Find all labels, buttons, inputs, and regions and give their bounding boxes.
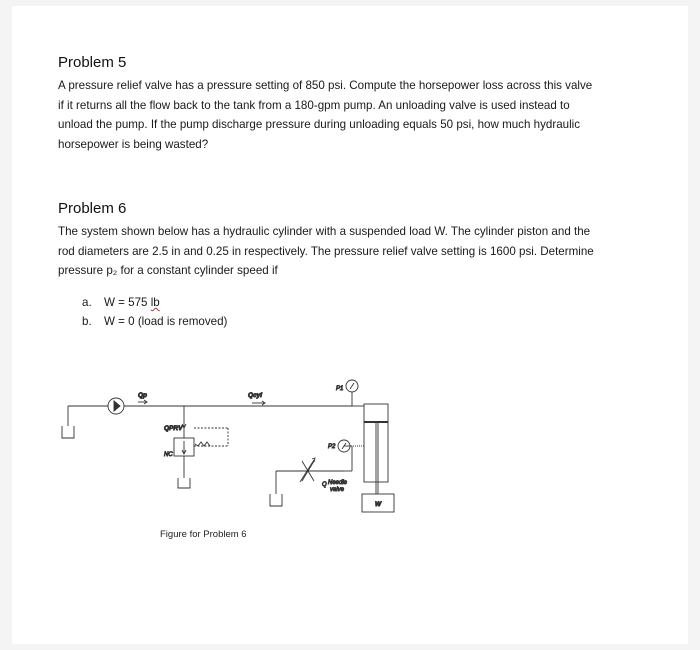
pump-icon: [108, 398, 124, 414]
problem-6-line: rod diameters are 2.5 in and 0.25 in respectively. The pressure relief valve setting is 1600 psi. Determine: [58, 244, 594, 258]
problem-5-line: unload the pump. If the pump discharge pressure during unloading equals 50 psi, how much hydraulic: [58, 118, 581, 131]
list-marker: b.: [82, 315, 92, 328]
figure-caption: Figure for Problem 6: [160, 529, 247, 540]
hydraulic-cylinder: [352, 404, 388, 494]
problem-5-line: horsepower is being wasted?: [58, 137, 209, 151]
label-needle-q: Q: [322, 482, 327, 488]
pressure-relief-valve: [174, 406, 228, 488]
needle-valve: [300, 458, 315, 482]
label-qp: Qp: [138, 392, 148, 399]
problem-6-cases: [82, 293, 227, 331]
label-needle: Needle: [328, 480, 348, 486]
reservoir-left: [62, 406, 108, 438]
list-marker: a.: [82, 296, 92, 309]
problem-6-line: The system shown below has a hydraulic cylinder with a suspended load W. The cylinder piston and the: [58, 225, 591, 238]
label-load: W: [375, 501, 382, 508]
problem-5-title: Problem 5: [58, 54, 127, 71]
label-qcyl: Qcyl: [248, 392, 263, 399]
problem-6-line: pressure p₂ for a constant cylinder speed if: [58, 264, 278, 277]
label-p1: P1: [336, 386, 344, 392]
label-nc: NC: [164, 452, 173, 458]
problem-5-line: A pressure relief valve has a pressure setting of 850 psi. Compute the horsepower loss across this valve: [58, 79, 593, 92]
list-text: W = 0 (load is removed): [104, 315, 228, 328]
label-p2: P2: [328, 444, 336, 450]
problem-6-text: [58, 222, 658, 281]
label-qprv: QPRV: [164, 425, 183, 432]
document-page: [12, 6, 688, 644]
unit-lb: lb: [150, 296, 160, 309]
problem-5-text: [58, 76, 658, 154]
problem-6-title: Problem 6: [58, 200, 127, 217]
label-valve: valve: [330, 487, 345, 493]
gauge-p1-icon: [346, 380, 358, 406]
list-item: [82, 293, 227, 312]
list-item: [82, 312, 227, 331]
problem-5-line: if it returns all the flow back to the tank from a 180-gpm pump. An unloading valve is used instead to: [58, 98, 570, 112]
list-text: W = 575 lb: [104, 296, 160, 309]
gauge-p2-icon: [338, 440, 352, 471]
hydraulic-circuit-figure: [52, 366, 412, 526]
